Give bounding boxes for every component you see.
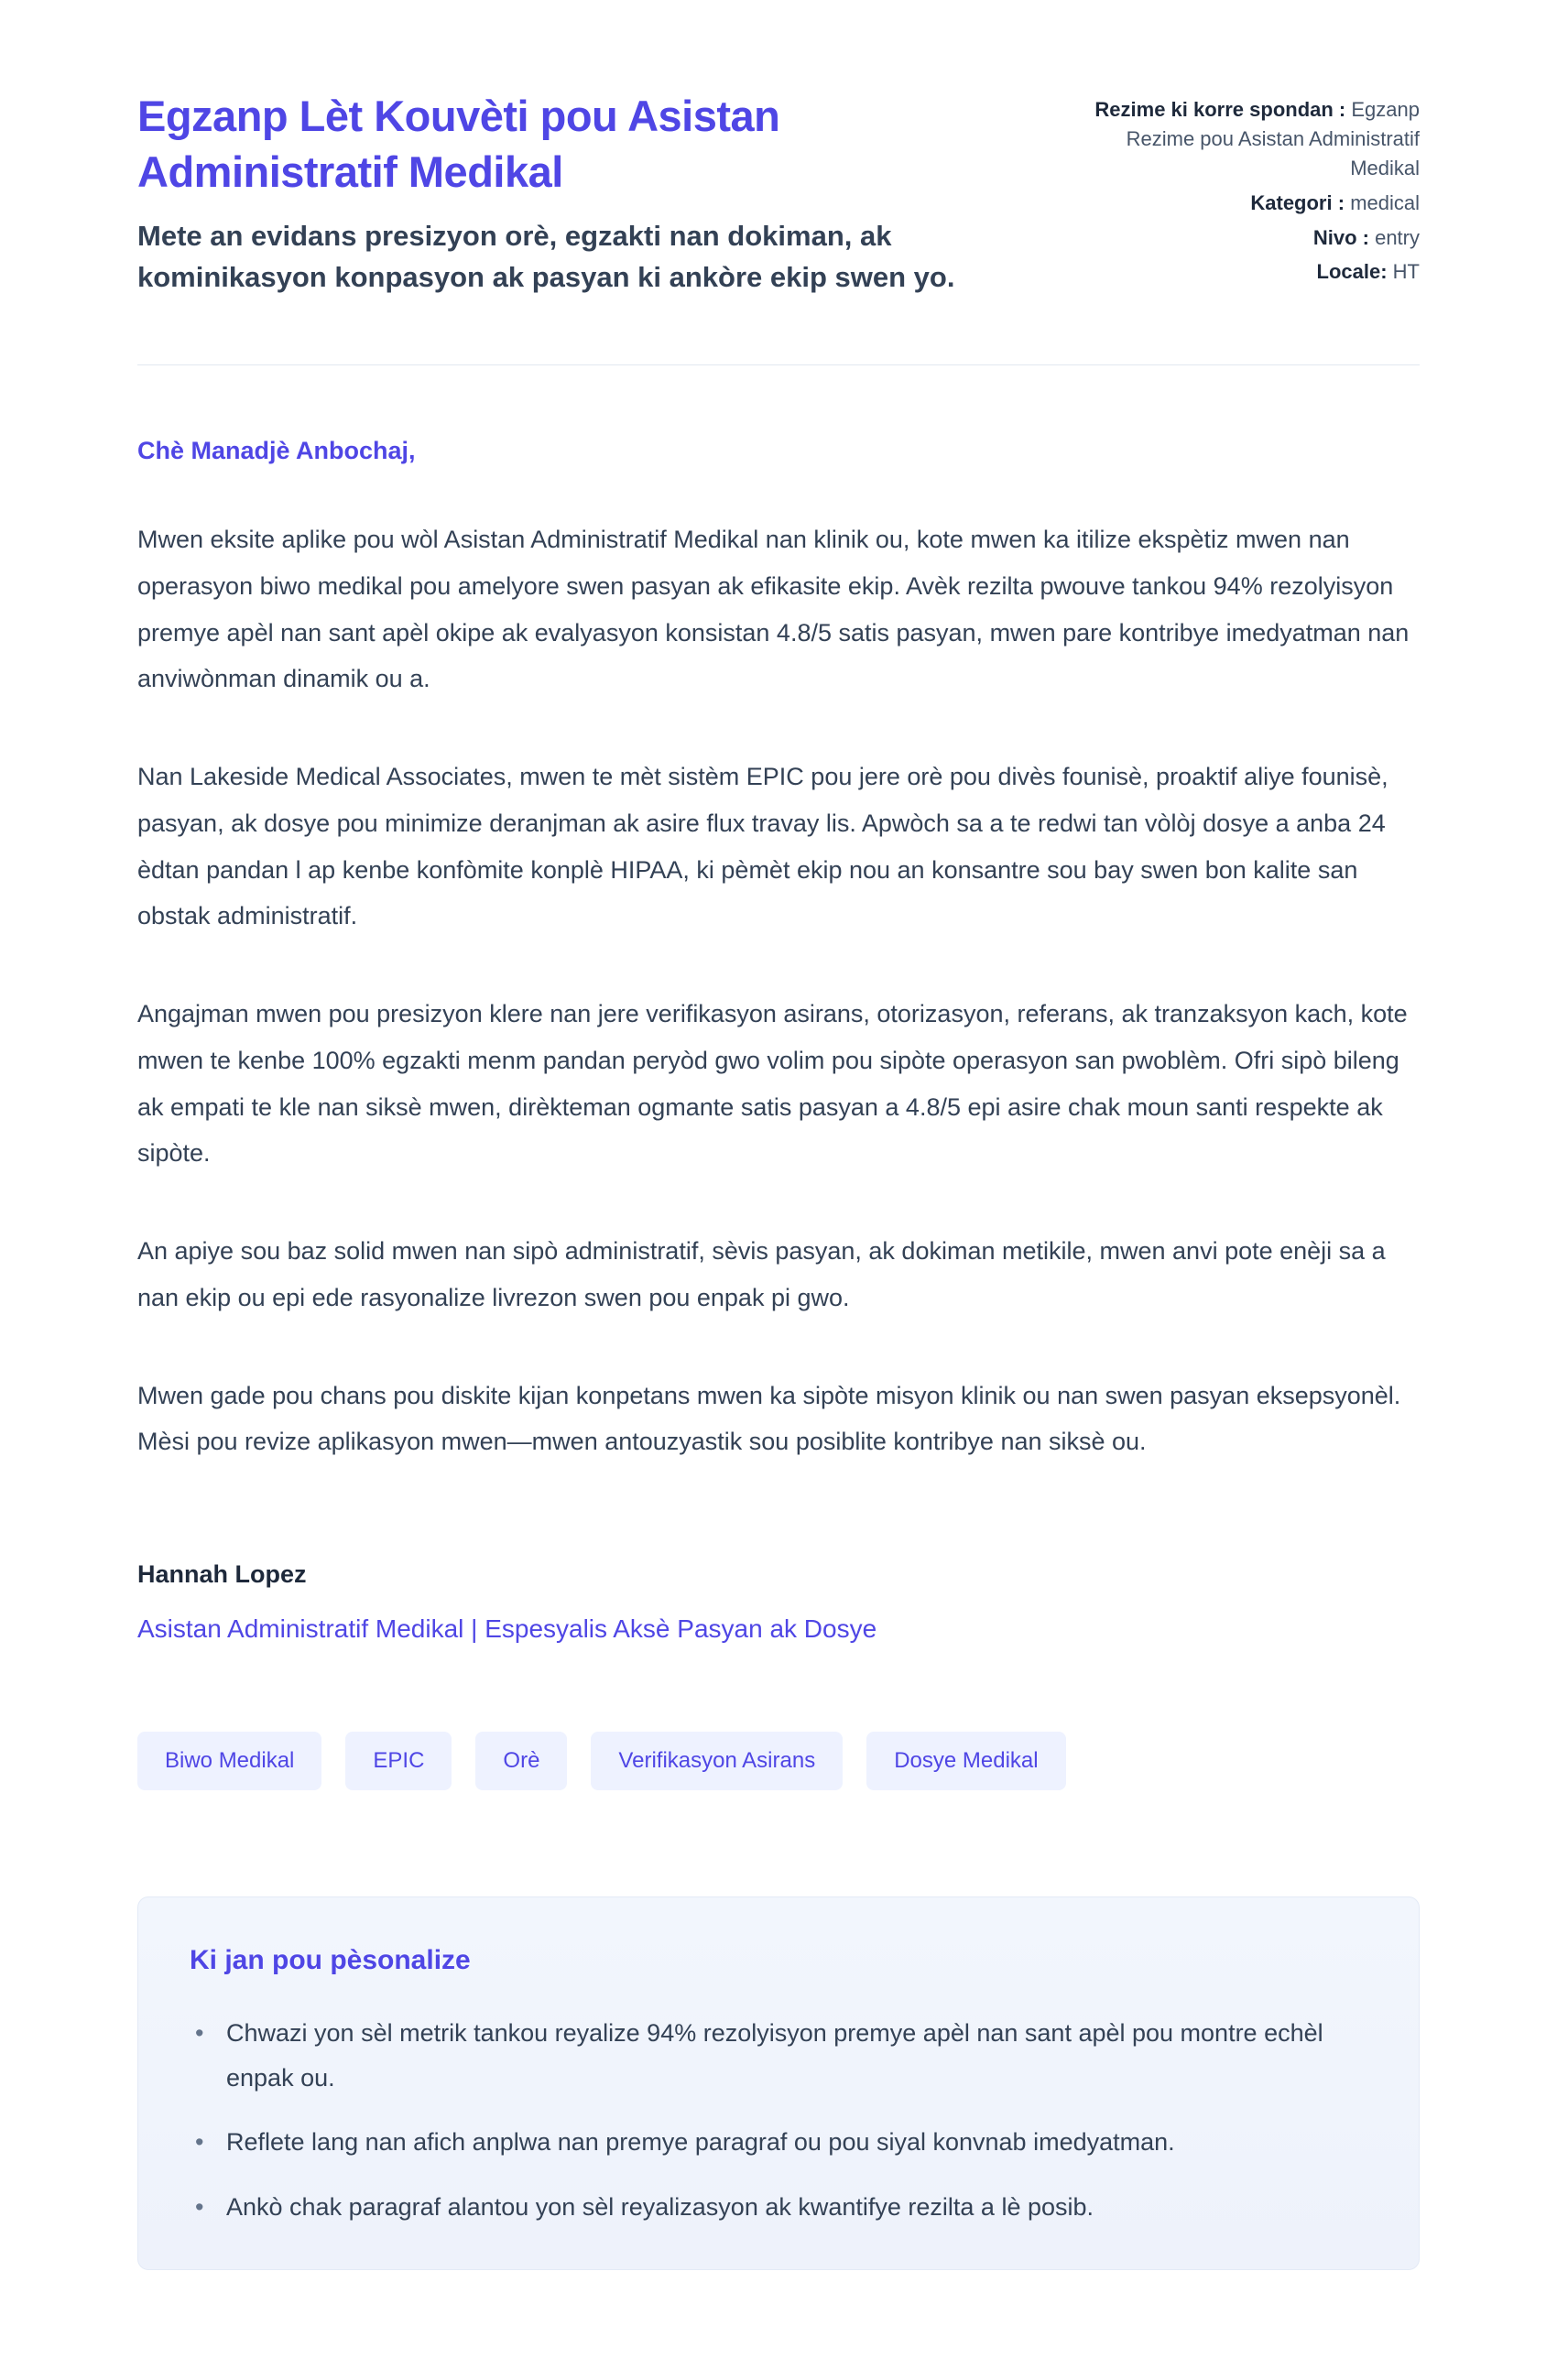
letter-paragraph-3: Angajman mwen pou presizyon klere nan jere verifikasyon asirans, otorizasyon, referans, ak tranzaksyon kach, kote mwen te kenbe 100% egzakti menm pandan peryòd gwo volim pou sipòte operasyon san pwoblèm. Ofri sipò bileng ak empati te kle nan siksè mwen, dirèkteman ogmante satis pasyan a 4.8/5 epi asire chak moun santi respekte ak sipòte. (137, 1000, 1408, 1168)
meta-locale (1053, 257, 1420, 287)
tag-dosye-medikal[interactable]: Dosye Medikal (866, 1732, 1065, 1790)
meta-category-label: Kategori : (1250, 190, 1345, 214)
meta-level-value: entry (1375, 225, 1420, 249)
personalize-list (190, 2011, 1367, 2229)
tag-list (137, 1732, 1420, 1790)
meta-category (1053, 189, 1420, 218)
meta-locale-value: HT (1392, 260, 1420, 284)
greeting: Chè Manadjè Anbochaj, (137, 437, 416, 465)
tag-biwo-medikal[interactable]: Biwo Medikal (137, 1732, 321, 1790)
meta-resume-label: Rezime ki korre spondan : (1094, 98, 1346, 121)
letter-paragraph-1: Mwen eksite aplike pou wòl Asistan Administratif Medikal nan klinik ou, kote mwen ka itilize ekspètiz mwen nan operasyon biwo medikal pou amelyore swen pasyan ak efikasite ekip. Avèk rezilta pwouve tankou 94% rezolyisyon premye apèl nan sant apèl okipe ak evalyasyon konsistan 4.8/5 satis pasyan, mwen pare kontribye imedyatman nan anviwònman dinamik ou a. (137, 526, 1410, 693)
tag-epic[interactable]: EPIC (345, 1732, 452, 1790)
meta-resume-value: Egzanp Rezime pou Asistan Administratif Medikal (1126, 98, 1420, 179)
personalize-box (137, 1896, 1420, 2270)
personalize-bullet-2: • Reflete lang nan afich anplwa nan premye paragraf ou pou siyal konvnab imedyatman. (190, 2120, 1367, 2165)
meta-resume (1053, 95, 1420, 183)
cover-letter-page (137, 0, 1420, 2380)
letter-paragraph-2: Nan Lakeside Medical Associates, mwen te mèt sistèm EPIC pou jere orè pou divès founisè, proaktif aliye founisè, pasyan, ak dosye pou minimize deranjman ak asire flux travay lis. Apwòch sa a te redwi tan vòlòj dosye a anba 24 èdtan pandan l ap kenbe konfòmite konplè HIPAA, ki pèmèt ekip nou an konsantre sou bay swen bon kalite san obstak administratif. (137, 763, 1388, 930)
meta-level (1053, 223, 1420, 253)
page-subtitle: Mete an evidans presizyon orè, egzakti nan dokiman, ak kominikasyon konpasyon ak pasyan ki ankòre ekip swen yo. (137, 220, 955, 294)
signature-role: Asistan Administratif Medikal | Espesyalis Aksè Pasyan ak Dosye (137, 1614, 877, 1644)
tag-ore[interactable]: Orè (475, 1732, 567, 1790)
letter-paragraph-5: Mwen gade pou chans pou diskite kijan konpetans mwen ka sipòte misyon klinik ou nan swen pasyan eksepsyonèl. Mèsi pou revize aplikasyon mwen—mwen antouzyastik sou posiblite kontribye nan siksè ou. (137, 1381, 1401, 1456)
letter-paragraph-4: An apiye sou baz solid mwen nan sipò administratif, sèvis pasyan, ak dokiman metikile, mwen anvi pote enèji sa a nan ekip ou epi ede rasyonalize livrezon swen pou enpak pi gwo. (137, 1237, 1386, 1311)
meta-panel (1053, 88, 1420, 292)
personalize-bullet-1: • Chwazi yon sèl metrik tankou reyalize 94% rezolyisyon premye apèl nan sant apèl pou montre echèl enpak ou. (190, 2011, 1367, 2100)
tag-verifikasyon-asirans[interactable]: Verifikasyon Asirans (591, 1732, 843, 1790)
personalize-title: Ki jan pou pèsonalize (190, 1945, 471, 1976)
page-title: Egzanp Lèt Kouvèti pou Asistan Administratif Medikal (137, 92, 780, 197)
letter-body (137, 437, 1420, 1644)
signature-name: Hannah Lopez (137, 1560, 307, 1589)
meta-category-value: medical (1350, 190, 1420, 214)
header-left (137, 88, 980, 299)
personalize-bullet-3: • Ankò chak paragraf alantou yon sèl reyalizasyon ak kwantifye rezilta a lè posib. (190, 2185, 1367, 2230)
divider (137, 364, 1420, 365)
meta-level-label: Nivo : (1312, 225, 1369, 249)
header (137, 88, 1420, 299)
meta-locale-label: Locale: (1316, 260, 1388, 284)
